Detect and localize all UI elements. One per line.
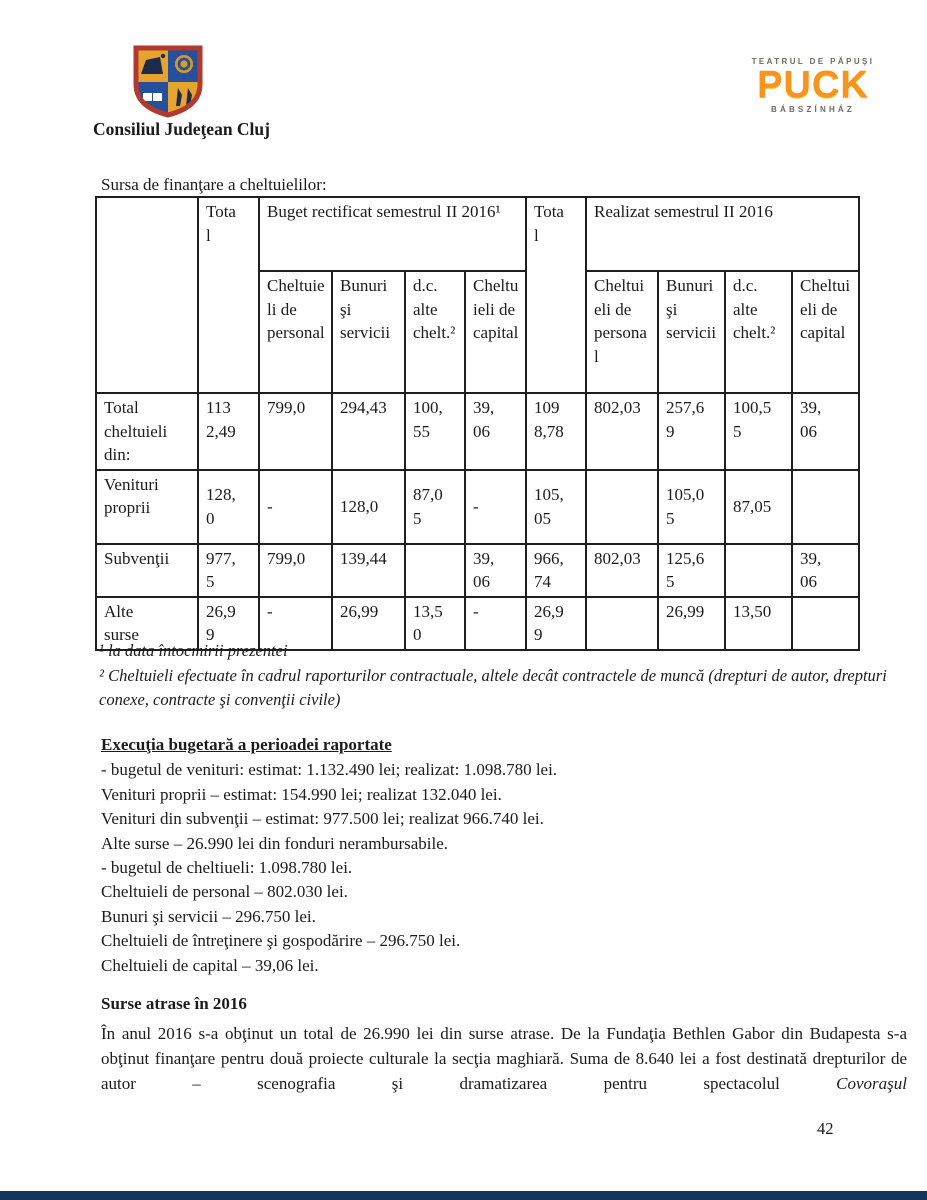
budget-group-header: Buget rectificat semestrul II 2016¹	[259, 197, 526, 271]
attracted-sources-section	[101, 994, 907, 1096]
section-heading-execution: Execuţia bugetară a perioadei raportate	[101, 735, 392, 754]
section-heading-surse: Surse atrase în 2016	[101, 994, 247, 1013]
cell-value: 128,0	[206, 485, 236, 528]
puck-tagline-top: TEATRUL DE PĂPUŞI	[751, 57, 875, 66]
surse-paragraph	[101, 1021, 907, 1096]
cell-value: 39,06	[473, 548, 495, 591]
total-left-cell	[198, 197, 259, 393]
execution-line: Alte surse – 26.990 lei din fonduri nerambursabile.	[101, 833, 449, 853]
cell-value: -	[473, 601, 479, 621]
subheader-personal-left: Cheltuieli de personal	[259, 271, 332, 393]
puck-theatre-logo	[744, 57, 882, 114]
cell-value: 13,50	[413, 601, 443, 644]
cell-value: 977,5	[206, 548, 236, 591]
cell-value: 39,06	[473, 398, 495, 441]
cell-value: 1132,49	[206, 398, 236, 441]
subheader-capital-left: Cheltuieli de capital	[465, 271, 526, 393]
total-left-label: Total	[206, 202, 236, 245]
cell-value: 100,55	[413, 398, 443, 441]
row-label: Total cheltuieli din:	[96, 393, 198, 470]
execution-line: Cheltuieli de personal – 802.030 lei.	[101, 882, 348, 902]
cell-value: 13,50	[733, 601, 772, 621]
cell-value: 87,05	[733, 496, 772, 516]
table-row-venituri	[96, 470, 859, 544]
finance-table	[95, 196, 860, 651]
execution-line: Cheltuieli de întreţinere şi gospodărire – 296.750 lei.	[101, 931, 461, 951]
cell-value: 799,0	[267, 548, 306, 568]
cell-value: 26,99	[666, 601, 705, 621]
total-right-cell	[526, 197, 586, 393]
realized-group-header	[586, 197, 859, 271]
corner-cell	[96, 197, 198, 393]
execution-line: - bugetul de venituri: estimat: 1.132.490 lei; realizat: 1.098.780 lei.	[101, 760, 558, 780]
realized-group-label: Realizat semestrul II 2016	[594, 202, 773, 221]
subheader-dc-right: d.c. alte chelt.²	[725, 271, 792, 393]
cell-value: 100,55	[733, 398, 772, 441]
cell-value: -	[267, 601, 273, 621]
row-label: Venituri proprii	[96, 470, 198, 544]
cell-value: 105,05	[534, 485, 564, 528]
cell-value: 26,99	[340, 601, 379, 621]
table-footnotes	[99, 639, 913, 713]
table-row-subventii	[96, 544, 859, 597]
cell-value: 139,44	[340, 548, 387, 568]
total-right-label: Total	[534, 202, 564, 245]
execution-line: - bugetul de cheltiueli: 1.098.780 lei.	[101, 858, 353, 878]
cluj-county-logo	[93, 42, 270, 140]
puck-wordmark: PUCK	[757, 64, 869, 106]
budget-execution-section	[101, 733, 913, 978]
puck-tagline-bottom: BÁBSZÍNHÁZ	[771, 104, 855, 114]
show-title-italic: Covoraşul	[836, 1074, 907, 1093]
cell-value: 802,03	[594, 548, 641, 568]
subheader-bunuri-left: Bunuri şi servicii	[332, 271, 405, 393]
cell-value: 128,0	[340, 496, 379, 516]
cell-value: 39,06	[800, 398, 822, 441]
cell-value: 257,69	[666, 398, 705, 441]
cell-value: 799,0	[267, 398, 306, 417]
cell-value: 294,43	[340, 398, 387, 417]
cell-value: 966,74	[534, 548, 564, 591]
subheader-personal-right: Cheltuieli de personal	[586, 271, 658, 393]
execution-line: Venituri proprii – estimat: 154.990 lei; realizat 132.040 lei.	[101, 784, 502, 804]
cell-value: 1098,78	[534, 398, 564, 441]
cell-value: -	[473, 496, 479, 516]
subheader-dc-left: d.c. alte chelt.²	[405, 271, 465, 393]
row-label: Subvenţii	[96, 544, 198, 597]
table-row-total	[96, 393, 859, 470]
row-label-text: Alte surse	[104, 601, 139, 644]
execution-line: Venituri din subvenţii – estimat: 977.500 lei; realizat 966.740 lei.	[101, 809, 544, 829]
org-name: Consiliul Judeţean Cluj	[93, 119, 270, 139]
footnote-2: ² Cheltuieli efectuate în cadrul raporturilor contractuale, altele decât contractele de muncă (drepturi de autor, drepturi conexe, contracte şi convenţii civile)	[99, 665, 887, 709]
coat-of-arms-icon	[127, 42, 209, 118]
surse-paragraph-text: În anul 2016 s-a obţinut un total de 26.990 lei din surse atrase. De la Fundaţia Bethlen Gabor din Budapesta s-a obţinut finanţare pentru două proiecte culturale la secţia maghiară. Suma de 8.640 lei a fost destinată drepturilor de autor – scenografia şi dramatizarea pentru spectacolul	[101, 1024, 907, 1093]
footnote-1: ¹ la data întocmirii prezentei	[99, 641, 288, 660]
cell-value: 26,99	[206, 601, 236, 644]
footer-bar	[0, 1191, 927, 1200]
cell-value: -	[267, 496, 273, 516]
subheader-bunuri-right: Bunuri şi servicii	[658, 271, 725, 393]
cell-value: 125,65	[666, 548, 705, 591]
cell-value: 802,03	[594, 398, 641, 417]
table-caption: Sursa de finanţare a cheltuielilor:	[101, 175, 327, 194]
execution-line: Bunuri şi servicii – 296.750 lei.	[101, 906, 316, 926]
cell-value: 39,06	[800, 548, 822, 591]
cell-value: 26,99	[534, 601, 564, 644]
cell-value: 105,05	[666, 485, 705, 528]
subheader-capital-right: Cheltuieli de capital	[792, 271, 859, 393]
cell-value: 87,05	[413, 485, 443, 528]
execution-line: Cheltuieli de capital – 39,06 lei.	[101, 955, 319, 975]
page-number: 42	[817, 1119, 834, 1138]
header-row-groups	[96, 197, 859, 271]
